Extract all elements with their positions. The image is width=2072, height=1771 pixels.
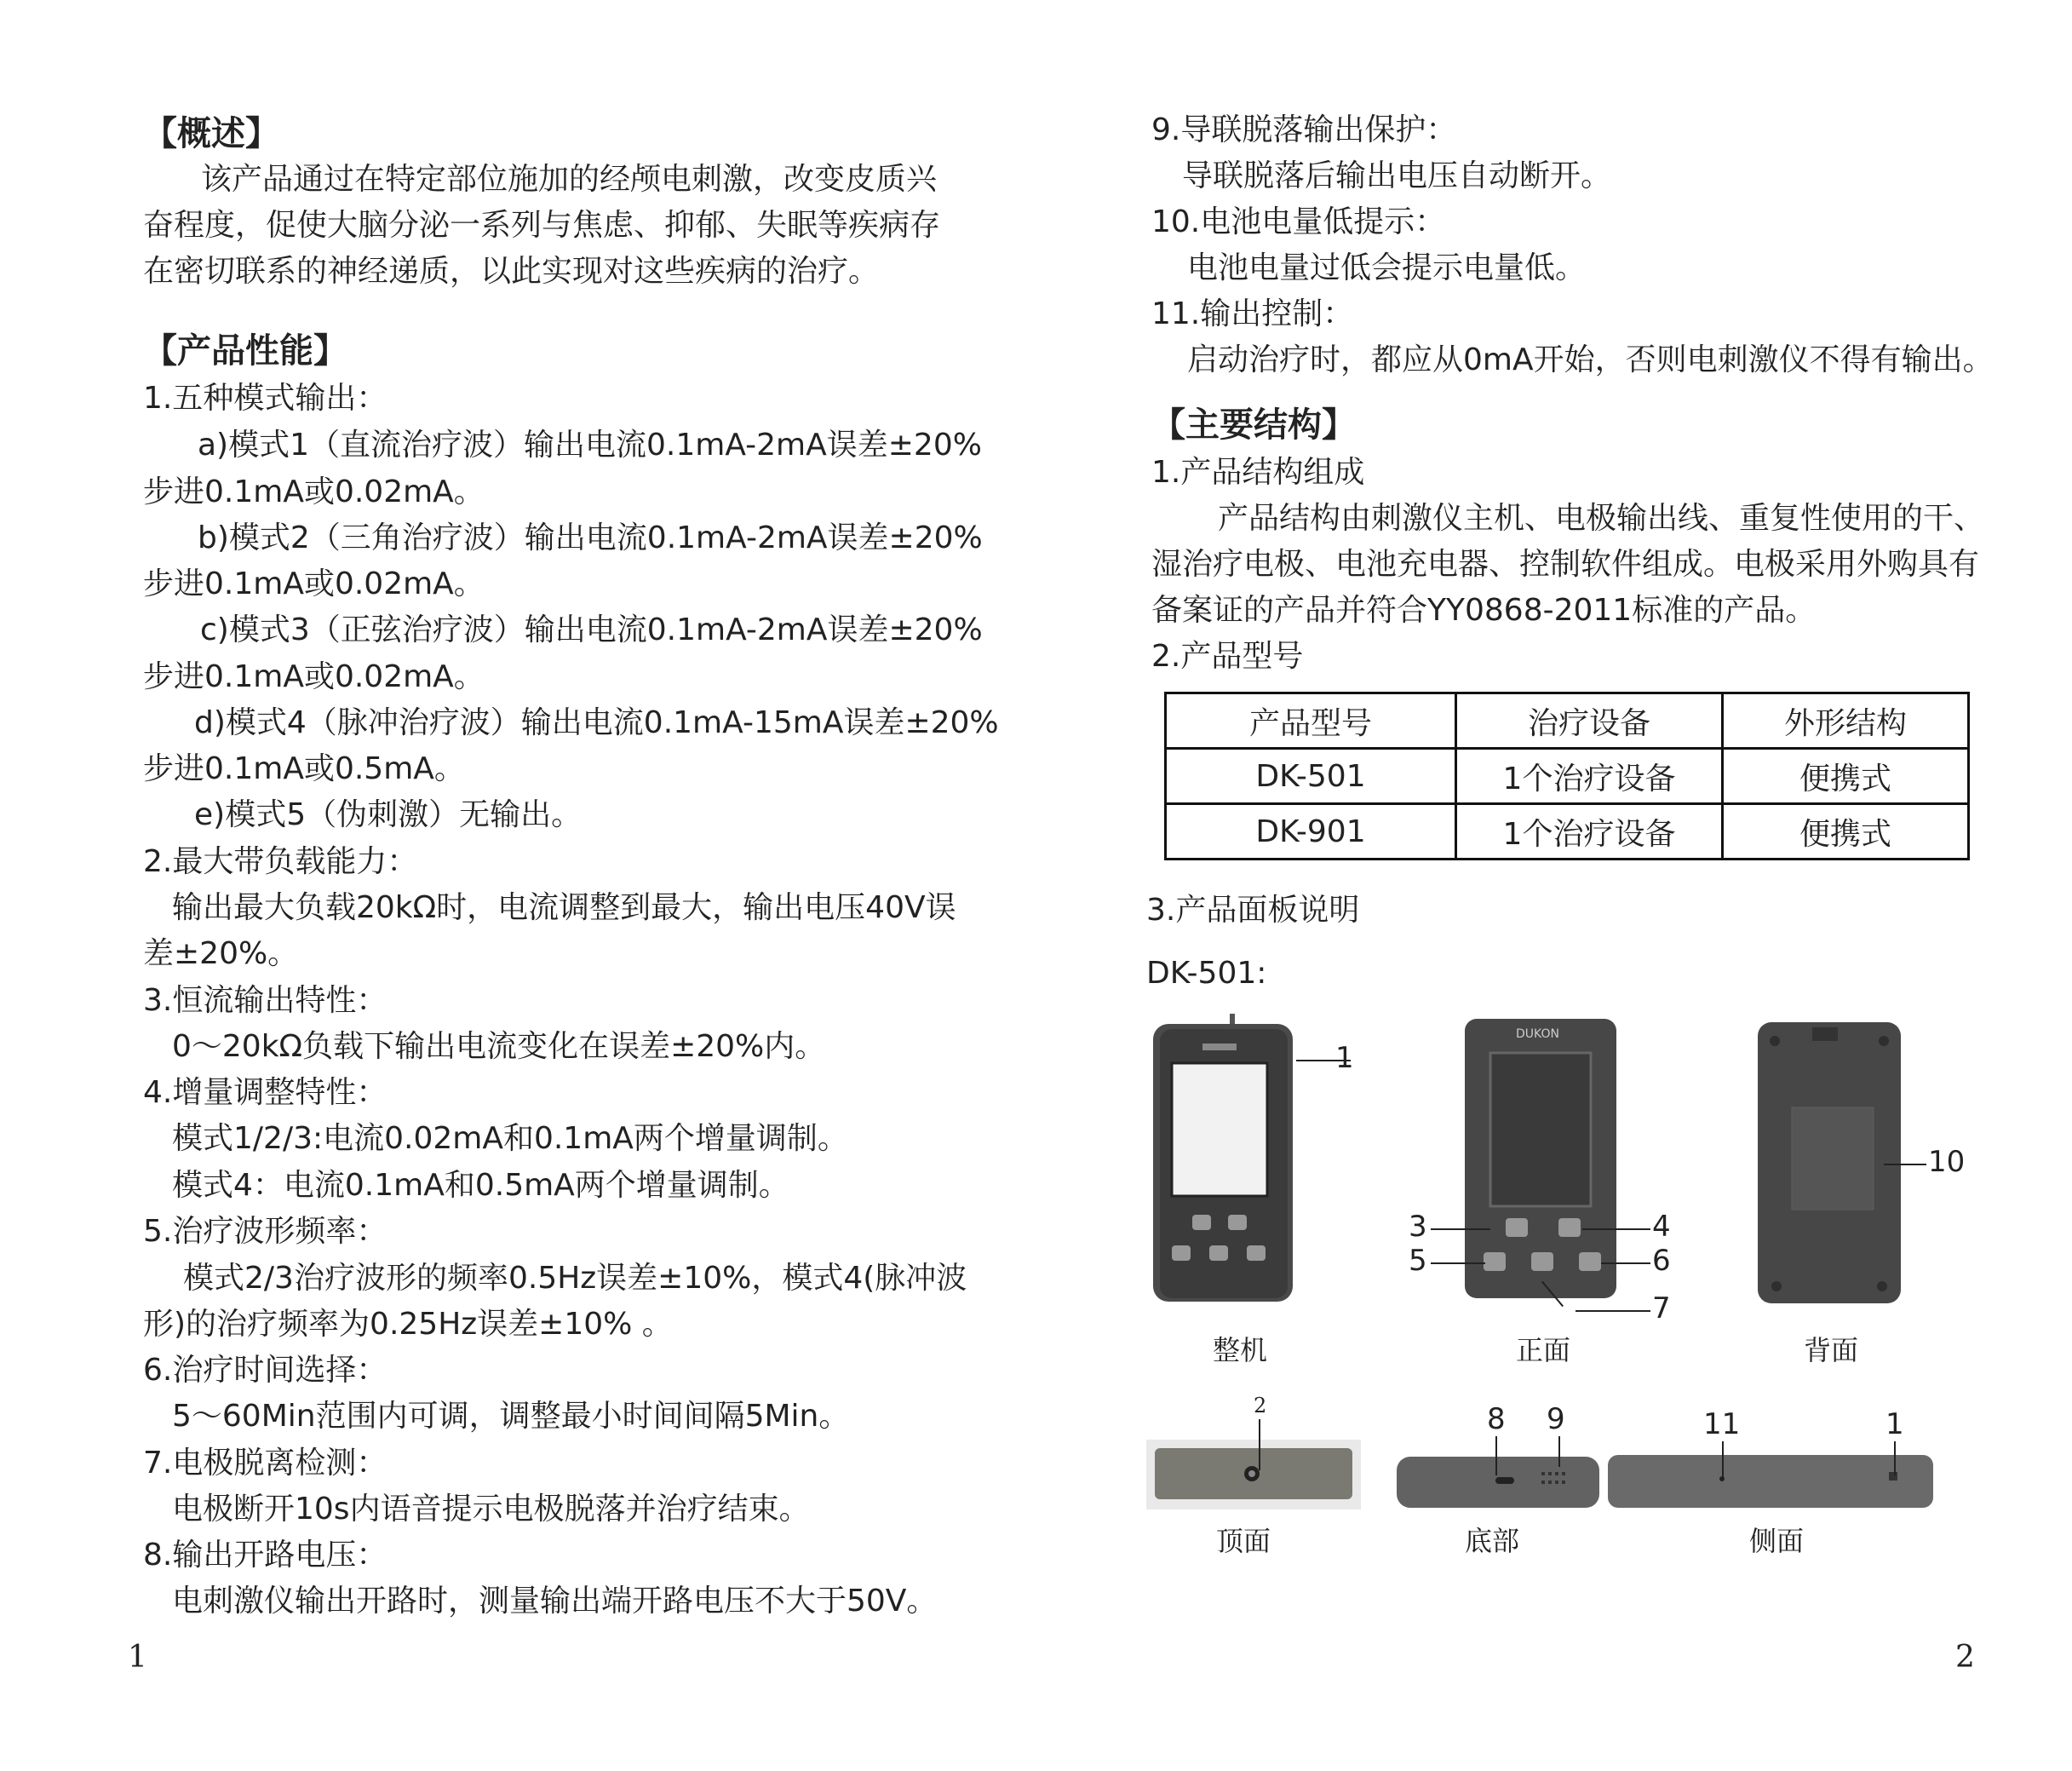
callout-10: 10	[1928, 1145, 1966, 1179]
right-line: 9.导联脱落输出保护：	[1151, 112, 1457, 147]
table-cell: DK-501	[1166, 749, 1456, 804]
perf-line: 0～20kΩ负载下输出电流变化在误差±20%内。	[172, 1029, 826, 1064]
callout-line	[1722, 1441, 1724, 1479]
perf-line: 6.治疗时间选择：	[143, 1353, 387, 1388]
callout-line	[1576, 1310, 1650, 1312]
device-side-figure	[1608, 1453, 1935, 1509]
overview-line: 在密切联系的神经递质，以此实现对这些疾病的治疗。	[143, 254, 880, 289]
table-row	[1166, 804, 1969, 860]
caption-front: 正面	[1516, 1334, 1571, 1366]
table-header-cell: 治疗设备	[1456, 693, 1723, 749]
callout-line	[1259, 1419, 1260, 1470]
right-line: 启动治疗时，都应从0mA开始，否则电刺激仪不得有输出。	[1187, 342, 1994, 377]
structure-line: 备案证的产品并符合YY0868-2011标准的产品。	[1151, 593, 1817, 628]
perf-line: a)模式1（直流治疗波）输出电流0.1mA-2mA误差±20%	[198, 428, 982, 463]
callout-line	[1431, 1228, 1490, 1230]
perf-line: 模式2/3治疗波形的频率0.5Hz误差±10%，模式4(脉冲波	[183, 1261, 967, 1296]
device-top-figure	[1146, 1440, 1361, 1509]
perf-line: 3.恒流输出特性：	[143, 983, 387, 1018]
perf-line: 电刺激仪输出开路时，测量输出端开路电压不大于50V。	[172, 1584, 938, 1619]
structure-line: 1.产品结构组成	[1151, 455, 1365, 490]
callout-line	[1431, 1262, 1485, 1264]
table-header-cell: 产品型号	[1166, 693, 1456, 749]
right-line: 10.电池电量低提示：	[1151, 204, 1446, 239]
caption-top: 顶面	[1216, 1525, 1271, 1557]
brand-logo: DUKON	[1516, 1027, 1559, 1041]
structure-line: 2.产品型号	[1151, 639, 1304, 674]
callout-2: 2	[1254, 1394, 1267, 1417]
table-cell: DK-901	[1166, 804, 1456, 860]
performance-heading: 【产品性能】	[143, 331, 347, 371]
model-label: DK-501:	[1146, 956, 1267, 991]
callout-1: 1	[1335, 1041, 1354, 1075]
callout-6: 6	[1652, 1244, 1671, 1278]
table-cell: 1个治疗设备	[1456, 804, 1723, 860]
perf-line: e)模式5（伪刺激）无输出。	[194, 797, 583, 832]
structure-heading: 【主要结构】	[1151, 405, 1356, 445]
callout-3: 3	[1409, 1210, 1427, 1244]
perf-line: d)模式4（脉冲治疗波）输出电流0.1mA-15mA误差±20%	[194, 705, 999, 740]
callout-9: 9	[1547, 1402, 1565, 1436]
callout-line	[1495, 1436, 1497, 1475]
model-table	[1164, 692, 1970, 860]
structure-line: 产品结构由刺激仪主机、电极输出线、重复性使用的干、	[1218, 501, 1985, 536]
callout-line	[1558, 1436, 1560, 1467]
perf-line: 形)的治疗频率为0.25Hz误差±10% 。	[143, 1307, 673, 1342]
perf-line: 5～60Min范围内可调，调整最小时间间隔5Min。	[172, 1399, 850, 1434]
caption-whole: 整机	[1213, 1334, 1268, 1366]
page-number: 1	[128, 1640, 147, 1675]
right-line: 电池电量过低会提示电量低。	[1187, 250, 1587, 285]
perf-line: 4.增量调整特性：	[143, 1075, 387, 1110]
table-header-row	[1166, 693, 1969, 749]
table-header-cell: 外形结构	[1723, 693, 1969, 749]
perf-line: 2.最大带负载能力：	[143, 844, 418, 879]
overview-line: 该产品通过在特定部位施加的经颅电刺激，改变皮质兴	[201, 162, 938, 197]
callout-line	[1601, 1262, 1650, 1264]
perf-line: c)模式3（正弦治疗波）输出电流0.1mA-2mA误差±20%	[200, 612, 983, 647]
device-back-figure	[1758, 1022, 1903, 1303]
perf-line: 电极断开10s内语音提示电极脱落并治疗结束。	[172, 1492, 810, 1527]
table-cell: 1个治疗设备	[1456, 749, 1723, 804]
caption-bottom: 底部	[1465, 1525, 1520, 1557]
device-front-figure	[1465, 1014, 1618, 1303]
structure-line: 湿治疗电极、电池充电器、控制软件组成。电极采用外购具有	[1151, 547, 1980, 582]
table-cell: 便携式	[1723, 749, 1969, 804]
device-bottom-figure	[1397, 1455, 1601, 1509]
page-number: 2	[1955, 1640, 1975, 1675]
caption-side: 侧面	[1749, 1525, 1805, 1557]
table-row	[1166, 749, 1969, 804]
overview-line: 奋程度，促使大脑分泌一系列与焦虑、抑郁、失眠等疾病存	[143, 208, 941, 243]
callout-line	[1894, 1441, 1896, 1475]
callout-line	[1884, 1164, 1926, 1165]
callout-1-side: 1	[1885, 1407, 1904, 1441]
perf-line: 5.治疗波形频率：	[143, 1214, 387, 1249]
right-line: 导联脱落后输出电压自动断开。	[1182, 158, 1612, 193]
perf-line: 8.输出开路电压：	[143, 1538, 387, 1573]
overview-heading: 【概述】	[143, 114, 279, 153]
perf-line: 差±20%。	[143, 936, 299, 971]
callout-11: 11	[1703, 1407, 1741, 1441]
perf-line: 输出最大负载20kΩ时，电流调整到最大，输出电压40V误	[172, 890, 956, 925]
perf-line: 1.五种模式输出：	[143, 381, 387, 416]
callout-5: 5	[1409, 1244, 1427, 1278]
table-cell: 便携式	[1723, 804, 1969, 860]
perf-line: 步进0.1mA或0.02mA。	[143, 566, 485, 601]
perf-line: 步进0.1mA或0.02mA。	[143, 659, 485, 694]
perf-line: 模式1/2/3:电流0.02mA和0.1mA两个增量调制。	[172, 1121, 848, 1156]
perf-line: 步进0.1mA或0.5mA。	[143, 751, 465, 786]
device-whole-figure	[1151, 1014, 1296, 1303]
perf-line: 7.电极脱离检测：	[143, 1446, 387, 1481]
right-line: 11.输出控制：	[1151, 296, 1354, 331]
perf-line: 步进0.1mA或0.02mA。	[143, 474, 485, 509]
callout-7: 7	[1652, 1291, 1671, 1325]
perf-line: 模式4：电流0.1mA和0.5mA两个增量调制。	[172, 1168, 789, 1203]
caption-back: 背面	[1804, 1334, 1859, 1366]
panel-title: 3.产品面板说明	[1146, 893, 1360, 928]
callout-4: 4	[1652, 1210, 1671, 1244]
callout-8: 8	[1487, 1402, 1506, 1436]
perf-line: b)模式2（三角治疗波）输出电流0.1mA-2mA误差±20%	[198, 520, 983, 555]
callout-line	[1582, 1228, 1650, 1230]
